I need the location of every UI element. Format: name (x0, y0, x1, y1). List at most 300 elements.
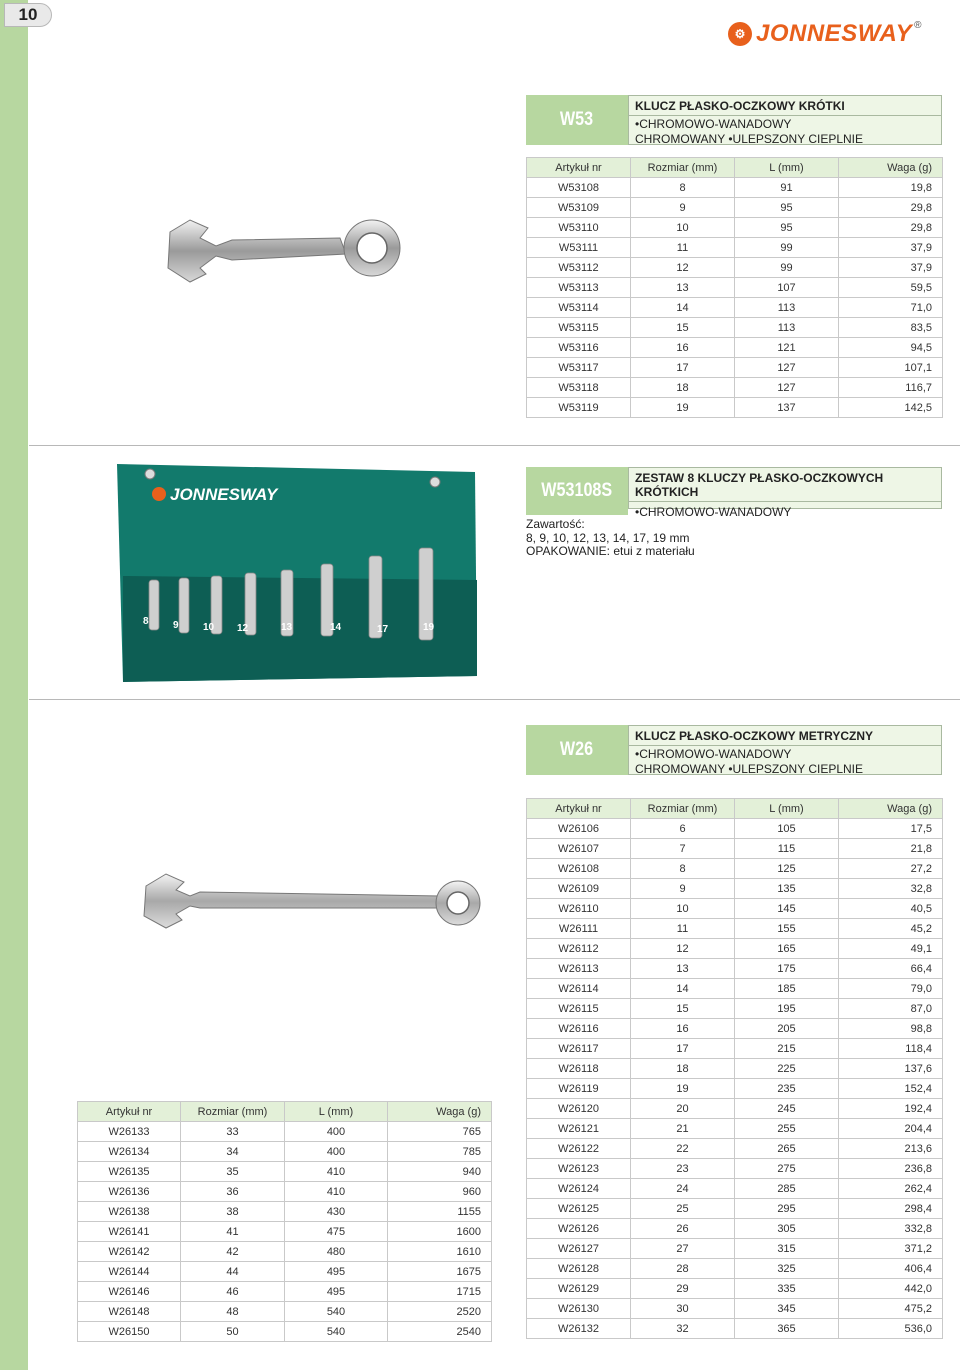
table-row (527, 899, 943, 919)
table-row (527, 939, 943, 959)
pouch-size-label: 10 (203, 622, 215, 633)
table-row (527, 218, 943, 238)
table-row (78, 1282, 492, 1302)
weight-cell: 785 (388, 1142, 492, 1162)
article-number-cell: W53117 (527, 358, 631, 378)
table-row (527, 839, 943, 859)
length-cell: 175 (735, 959, 839, 979)
size-cell: 17 (631, 358, 735, 378)
table-body (527, 178, 943, 418)
length-cell: 235 (735, 1079, 839, 1099)
length-cell: 255 (735, 1119, 839, 1139)
weight-cell: 37,9 (839, 258, 943, 278)
length-cell: 107 (735, 278, 839, 298)
size-cell: 48 (181, 1302, 285, 1322)
length-cell: 245 (735, 1099, 839, 1119)
article-number-cell: W26122 (527, 1139, 631, 1159)
table-body (527, 819, 943, 1339)
table-row (78, 1262, 492, 1282)
page-side-strip (0, 0, 28, 1370)
weight-cell: 1610 (388, 1242, 492, 1262)
table-row (527, 1299, 943, 1319)
table-row (78, 1302, 492, 1322)
article-number-cell: W53111 (527, 238, 631, 258)
length-cell: 195 (735, 999, 839, 1019)
length-cell: 315 (735, 1239, 839, 1259)
weight-cell: 19,8 (839, 178, 943, 198)
size-cell: 12 (631, 258, 735, 278)
article-number-cell: W26150 (78, 1322, 181, 1342)
article-number-cell: W53115 (527, 318, 631, 338)
article-number-cell: W53114 (527, 298, 631, 318)
weight-cell: 1155 (388, 1202, 492, 1222)
length-cell: 145 (735, 899, 839, 919)
article-number-cell: W26126 (527, 1219, 631, 1239)
article-number-cell: W26136 (78, 1182, 181, 1202)
article-number-cell: W26108 (527, 859, 631, 879)
article-number-cell: W26121 (527, 1119, 631, 1139)
article-number-cell: W26148 (78, 1302, 181, 1322)
table-row (527, 1079, 943, 1099)
article-number-cell: W26107 (527, 839, 631, 859)
length-cell: 475 (285, 1222, 388, 1242)
product-code-w53108s: W53108S (526, 467, 628, 515)
length-cell: 137 (735, 398, 839, 418)
wrench-set-pouch-image (105, 458, 485, 686)
article-number-cell: W26113 (527, 959, 631, 979)
size-cell: 14 (631, 298, 735, 318)
size-cell: 38 (181, 1202, 285, 1222)
table-row (527, 178, 943, 198)
article-number-cell: W26124 (527, 1179, 631, 1199)
pouch-brand-label: JONNESWAY (170, 485, 278, 504)
product-title-w26: KLUCZ PŁASKO-OCZKOWY METRYCZNY (629, 726, 941, 746)
article-number-cell: W53118 (527, 378, 631, 398)
article-number-cell: W26118 (527, 1059, 631, 1079)
weight-cell: 94,5 (839, 338, 943, 358)
weight-cell: 98,8 (839, 1019, 943, 1039)
column-header: Rozmiar (mm) (631, 158, 735, 178)
size-cell: 7 (631, 839, 735, 859)
article-number-cell: W53110 (527, 218, 631, 238)
weight-cell: 87,0 (839, 999, 943, 1019)
length-cell: 215 (735, 1039, 839, 1059)
weight-cell: 29,8 (839, 198, 943, 218)
table-row (527, 1139, 943, 1159)
column-header: Rozmiar (mm) (181, 1102, 285, 1122)
size-cell: 34 (181, 1142, 285, 1162)
weight-cell: 116,7 (839, 378, 943, 398)
column-header: Waga (g) (839, 799, 943, 819)
table-row (527, 979, 943, 999)
weight-cell: 2520 (388, 1302, 492, 1322)
size-cell: 32 (631, 1319, 735, 1339)
length-cell: 95 (735, 198, 839, 218)
article-number-cell: W26111 (527, 919, 631, 939)
weight-cell: 536,0 (839, 1319, 943, 1339)
length-cell: 540 (285, 1302, 388, 1322)
weight-cell: 940 (388, 1162, 492, 1182)
article-number-cell: W26134 (78, 1142, 181, 1162)
size-cell: 11 (631, 919, 735, 939)
length-cell: 99 (735, 238, 839, 258)
article-number-cell: W26125 (527, 1199, 631, 1219)
length-cell: 95 (735, 218, 839, 238)
article-number-cell: W26106 (527, 819, 631, 839)
article-number-cell: W26110 (527, 899, 631, 919)
weight-cell: 1715 (388, 1282, 492, 1302)
size-cell: 15 (631, 999, 735, 1019)
article-number-cell: W26114 (527, 979, 631, 999)
table-row (527, 1319, 943, 1339)
pouch-size-label: 14 (330, 622, 342, 633)
article-number-cell: W26115 (527, 999, 631, 1019)
weight-cell: 27,2 (839, 859, 943, 879)
weight-cell: 40,5 (839, 899, 943, 919)
weight-cell: 17,5 (839, 819, 943, 839)
size-cell: 12 (631, 939, 735, 959)
length-cell: 99 (735, 258, 839, 278)
table-row (527, 1179, 943, 1199)
table-row (527, 278, 943, 298)
table-row (527, 1219, 943, 1239)
length-cell: 480 (285, 1242, 388, 1262)
size-cell: 41 (181, 1222, 285, 1242)
finish-line: CHROMOWANY •ULEPSZONY CIEPLNIE (635, 132, 864, 146)
table-row (527, 1119, 943, 1139)
weight-cell: 236,8 (839, 1159, 943, 1179)
size-cell: 25 (631, 1199, 735, 1219)
size-cell: 36 (181, 1182, 285, 1202)
weight-cell: 45,2 (839, 919, 943, 939)
table-row (78, 1122, 492, 1142)
product-description-w53 (628, 95, 942, 145)
metric-wrench-image (140, 870, 485, 940)
table-row (527, 1279, 943, 1299)
product-title-w53: KLUCZ PŁASKO-OCZKOWY KRÓTKI (629, 96, 941, 116)
table-row (527, 318, 943, 338)
length-cell: 400 (285, 1142, 388, 1162)
article-number-cell: W26127 (527, 1239, 631, 1259)
length-cell: 127 (735, 358, 839, 378)
weight-cell: 213,6 (839, 1139, 943, 1159)
pouch-size-label: 12 (237, 623, 249, 634)
table-row (527, 819, 943, 839)
weight-cell: 118,4 (839, 1039, 943, 1059)
length-cell: 400 (285, 1122, 388, 1142)
table-row (527, 1159, 943, 1179)
contents-label: Zawartość: (526, 517, 585, 531)
table-header-row (527, 158, 943, 178)
weight-cell: 204,4 (839, 1119, 943, 1139)
section-divider (29, 445, 960, 446)
size-cell: 18 (631, 378, 735, 398)
size-cell: 27 (631, 1239, 735, 1259)
weight-cell: 2540 (388, 1322, 492, 1342)
table-row (78, 1222, 492, 1242)
column-header: Artykuł nr (78, 1102, 181, 1122)
length-cell: 305 (735, 1219, 839, 1239)
size-cell: 9 (631, 879, 735, 899)
size-cell: 11 (631, 238, 735, 258)
weight-cell: 142,5 (839, 398, 943, 418)
size-cell: 50 (181, 1322, 285, 1342)
length-cell: 113 (735, 318, 839, 338)
length-cell: 115 (735, 839, 839, 859)
table-body (78, 1122, 492, 1342)
table-row (527, 1039, 943, 1059)
size-cell: 10 (631, 218, 735, 238)
size-cell: 44 (181, 1262, 285, 1282)
article-number-cell: W26119 (527, 1079, 631, 1099)
weight-cell: 406,4 (839, 1259, 943, 1279)
article-number-cell: W53109 (527, 198, 631, 218)
length-cell: 295 (735, 1199, 839, 1219)
table-row (527, 859, 943, 879)
product-description-w26 (628, 725, 942, 775)
length-cell: 91 (735, 178, 839, 198)
size-cell: 46 (181, 1282, 285, 1302)
article-number-cell: W26141 (78, 1222, 181, 1242)
w26-large-spec-table (77, 1101, 492, 1342)
article-number-cell: W26120 (527, 1099, 631, 1119)
size-cell: 30 (631, 1299, 735, 1319)
length-cell: 265 (735, 1139, 839, 1159)
length-cell: 135 (735, 879, 839, 899)
article-number-cell: W53113 (527, 278, 631, 298)
packaging-note: OPAKOWANIE: etui z materiału (526, 544, 695, 558)
length-cell: 125 (735, 859, 839, 879)
table-row (527, 338, 943, 358)
finish-line: CHROMOWANY •ULEPSZONY CIEPLNIE (635, 762, 864, 776)
article-number-cell: W53108 (527, 178, 631, 198)
length-cell: 345 (735, 1299, 839, 1319)
weight-cell: 442,0 (839, 1279, 943, 1299)
table-row (527, 959, 943, 979)
article-number-cell: W26142 (78, 1242, 181, 1262)
size-cell: 13 (631, 959, 735, 979)
brand-logo-icon: ⚙ (728, 22, 752, 46)
size-cell: 20 (631, 1099, 735, 1119)
article-number-cell: W26130 (527, 1299, 631, 1319)
size-cell: 21 (631, 1119, 735, 1139)
length-cell: 165 (735, 939, 839, 959)
weight-cell: 79,0 (839, 979, 943, 999)
registered-mark: ® (914, 20, 922, 31)
size-cell: 13 (631, 278, 735, 298)
size-cell: 19 (631, 398, 735, 418)
table-row (527, 1059, 943, 1079)
w53-spec-table (526, 157, 943, 418)
size-cell: 15 (631, 318, 735, 338)
size-cell: 14 (631, 979, 735, 999)
size-cell: 9 (631, 198, 735, 218)
set-contents (526, 518, 695, 559)
length-cell: 275 (735, 1159, 839, 1179)
table-row (527, 879, 943, 899)
size-cell: 24 (631, 1179, 735, 1199)
length-cell: 121 (735, 338, 839, 358)
column-header: Rozmiar (mm) (631, 799, 735, 819)
article-number-cell: W26133 (78, 1122, 181, 1142)
article-number-cell: W53116 (527, 338, 631, 358)
size-cell: 35 (181, 1162, 285, 1182)
table-header-row (78, 1102, 492, 1122)
product-title-w53108s: ZESTAW 8 KLUCZY PŁASKO-OCZKOWYCH KRÓTKICH (629, 468, 941, 502)
size-cell: 10 (631, 899, 735, 919)
weight-cell: 83,5 (839, 318, 943, 338)
pouch-size-label: 19 (423, 622, 435, 633)
material-line: •CHROMOWO-WANADOWY (635, 747, 792, 761)
weight-cell: 765 (388, 1122, 492, 1142)
size-cell: 23 (631, 1159, 735, 1179)
table-row (78, 1162, 492, 1182)
length-cell: 105 (735, 819, 839, 839)
article-number-cell: W26112 (527, 939, 631, 959)
weight-cell: 29,8 (839, 218, 943, 238)
table-row (527, 1019, 943, 1039)
size-cell: 42 (181, 1242, 285, 1262)
length-cell: 113 (735, 298, 839, 318)
article-number-cell: W26144 (78, 1262, 181, 1282)
pouch-size-label: 13 (281, 622, 293, 633)
table-row (527, 1239, 943, 1259)
table-row (78, 1242, 492, 1262)
weight-cell: 49,1 (839, 939, 943, 959)
length-cell: 365 (735, 1319, 839, 1339)
size-cell: 22 (631, 1139, 735, 1159)
page-number: 10 (4, 3, 52, 27)
column-header: Waga (g) (839, 158, 943, 178)
weight-cell: 66,4 (839, 959, 943, 979)
short-wrench-image (160, 210, 420, 290)
weight-cell: 37,9 (839, 238, 943, 258)
material-line: •CHROMOWO-WANADOWY (635, 117, 792, 131)
weight-cell: 960 (388, 1182, 492, 1202)
column-header: L (mm) (735, 799, 839, 819)
weight-cell: 475,2 (839, 1299, 943, 1319)
pouch-size-label: 8 (143, 616, 149, 627)
length-cell: 410 (285, 1182, 388, 1202)
table-row (527, 1259, 943, 1279)
article-number-cell: W26138 (78, 1202, 181, 1222)
contents-sizes: 8, 9, 10, 12, 13, 14, 17, 19 mm (526, 530, 690, 545)
length-cell: 205 (735, 1019, 839, 1039)
length-cell: 325 (735, 1259, 839, 1279)
table-row (527, 919, 943, 939)
pouch-size-label: 9 (173, 620, 179, 631)
column-header: Waga (g) (388, 1102, 492, 1122)
size-cell: 19 (631, 1079, 735, 1099)
weight-cell: 21,8 (839, 839, 943, 859)
table-row (527, 198, 943, 218)
section-divider (29, 699, 960, 700)
length-cell: 495 (285, 1282, 388, 1302)
article-number-cell: W26109 (527, 879, 631, 899)
weight-cell: 371,2 (839, 1239, 943, 1259)
article-number-cell: W26129 (527, 1279, 631, 1299)
size-cell: 29 (631, 1279, 735, 1299)
article-number-cell: W26123 (527, 1159, 631, 1179)
length-cell: 155 (735, 919, 839, 939)
table-row (78, 1322, 492, 1342)
brand-logo-text: JONNESWAY (756, 20, 913, 47)
length-cell: 335 (735, 1279, 839, 1299)
size-cell: 26 (631, 1219, 735, 1239)
w26-spec-table (526, 798, 943, 1339)
size-cell: 8 (631, 859, 735, 879)
table-header-row (527, 799, 943, 819)
length-cell: 495 (285, 1262, 388, 1282)
length-cell: 410 (285, 1162, 388, 1182)
table-row (78, 1182, 492, 1202)
table-row (527, 398, 943, 418)
pouch-size-label: 17 (377, 624, 389, 635)
weight-cell: 192,4 (839, 1099, 943, 1119)
weight-cell: 137,6 (839, 1059, 943, 1079)
column-header: L (mm) (285, 1102, 388, 1122)
weight-cell: 298,4 (839, 1199, 943, 1219)
weight-cell: 262,4 (839, 1179, 943, 1199)
brand-logo (728, 20, 921, 48)
length-cell: 185 (735, 979, 839, 999)
size-cell: 18 (631, 1059, 735, 1079)
weight-cell: 1600 (388, 1222, 492, 1242)
size-cell: 17 (631, 1039, 735, 1059)
size-cell: 16 (631, 338, 735, 358)
product-description-w53108s (628, 467, 942, 519)
material-line: •CHROMOWO-WANADOWY (635, 505, 792, 519)
article-number-cell: W26116 (527, 1019, 631, 1039)
size-cell: 16 (631, 1019, 735, 1039)
table-row (527, 358, 943, 378)
table-row (527, 238, 943, 258)
length-cell: 225 (735, 1059, 839, 1079)
weight-cell: 107,1 (839, 358, 943, 378)
weight-cell: 332,8 (839, 1219, 943, 1239)
size-cell: 8 (631, 178, 735, 198)
article-number-cell: W26146 (78, 1282, 181, 1302)
article-number-cell: W26135 (78, 1162, 181, 1182)
column-header: Artykuł nr (527, 158, 631, 178)
length-cell: 430 (285, 1202, 388, 1222)
table-row (527, 258, 943, 278)
length-cell: 540 (285, 1322, 388, 1342)
table-row (527, 378, 943, 398)
table-row (527, 1199, 943, 1219)
column-header: Artykuł nr (527, 799, 631, 819)
weight-cell: 1675 (388, 1262, 492, 1282)
weight-cell: 152,4 (839, 1079, 943, 1099)
length-cell: 285 (735, 1179, 839, 1199)
weight-cell: 71,0 (839, 298, 943, 318)
table-row (78, 1202, 492, 1222)
product-code-w26: W26 (526, 725, 628, 775)
table-row (527, 999, 943, 1019)
article-number-cell: W26128 (527, 1259, 631, 1279)
table-row (527, 1099, 943, 1119)
weight-cell: 59,5 (839, 278, 943, 298)
size-cell: 6 (631, 819, 735, 839)
article-number-cell: W26132 (527, 1319, 631, 1339)
length-cell: 127 (735, 378, 839, 398)
article-number-cell: W53112 (527, 258, 631, 278)
article-number-cell: W53119 (527, 398, 631, 418)
size-cell: 28 (631, 1259, 735, 1279)
column-header: L (mm) (735, 158, 839, 178)
table-row (527, 298, 943, 318)
table-row (78, 1142, 492, 1162)
